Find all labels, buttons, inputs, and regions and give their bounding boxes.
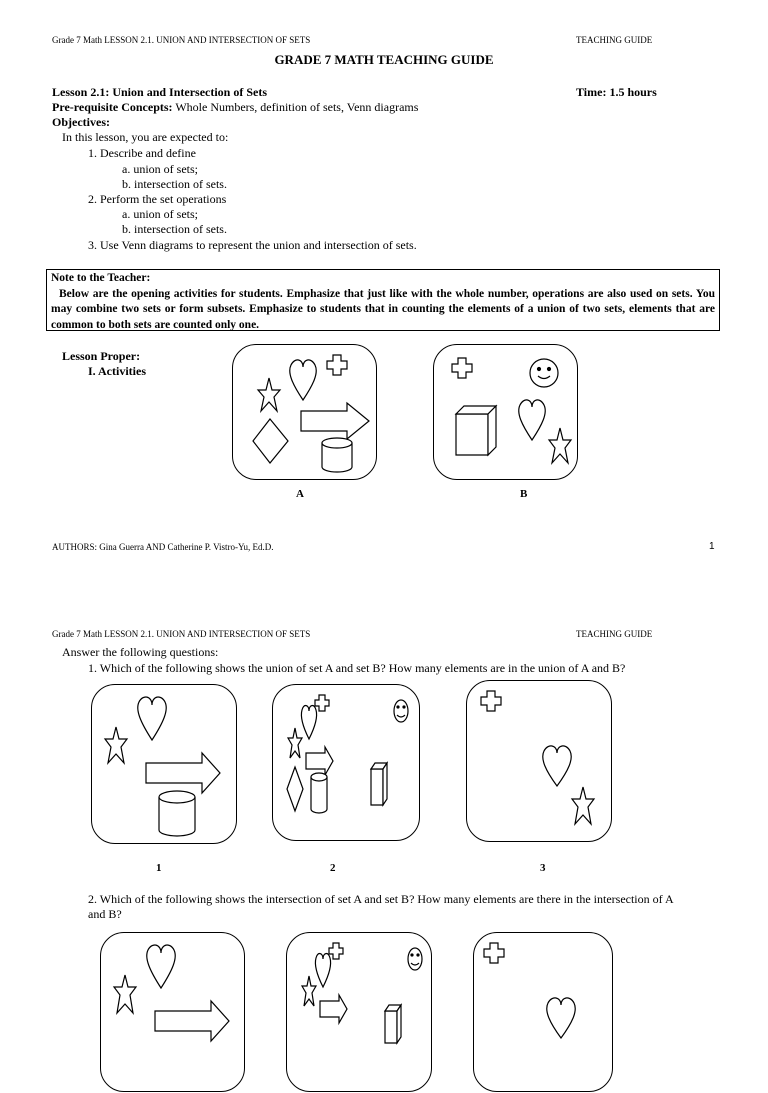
question-2-line-1: 2. Which of the following shows the intersection of set A and set B? How many elements are there in the intersection of A [88,892,674,906]
set-a-label: A [296,488,304,500]
star-icon [105,727,127,763]
note-body: Below are the opening activities for students. Emphasize that just like with the whole number, operations are also used on sets. You may combine two sets or form subsets. Emphasize to students that in counting the elements of a union of two sets, elements that are common to both sets are counted only one. [51,287,715,331]
cylinder-icon [159,791,195,836]
objective-1a: a. union of sets; [122,162,198,176]
prerequisite-line [52,100,418,115]
running-header-left: Grade 7 Math LESSON 2.1. UNION AND INTERSECTION OF SETS [52,35,311,45]
q1-choice-1-box [91,684,237,844]
star-icon [302,976,316,1006]
heart-icon [547,998,575,1038]
objective-1b: b. intersection of sets. [122,177,227,191]
running-header-right: TEACHING GUIDE [576,35,653,45]
note-title: Note to the Teacher: [51,272,151,284]
time-label: Time: 1.5 hours [576,85,657,99]
heart-icon [519,400,546,440]
q2-choice-2-box [286,932,432,1092]
set-b-label: B [520,488,528,500]
heart-icon [315,954,330,987]
prerequisite-text: Whole Numbers, definition of sets, Venn diagrams [172,100,419,114]
star-icon [549,428,571,463]
q1-choice-2-box [272,684,420,841]
star-icon [258,378,280,411]
objective-1: 1. Describe and define [88,146,196,160]
cube-icon [456,406,496,455]
cross-icon [327,355,347,375]
diamond-icon [253,419,288,463]
set-a-box [232,344,377,480]
cylinder-icon [322,438,352,472]
smiley-icon [394,700,408,722]
q2-choice-1-box [100,932,245,1092]
star-icon [114,975,136,1013]
q2-choice-3-box [473,932,613,1092]
arrow-icon [155,1001,229,1041]
cross-icon [452,358,472,378]
heart-icon [147,945,175,988]
arrow-icon [146,753,220,793]
set-b-box [433,344,578,480]
smiley-icon [530,359,558,387]
cross-icon [484,943,504,963]
cube-icon [385,1005,401,1043]
heart-icon [290,360,317,400]
cube-icon [371,763,387,805]
question-1: 1. Which of the following shows the union of set A and set B? How many elements are in the union of A and B? [88,661,626,675]
q1-choice-2-label: 2 [330,862,336,874]
prerequisite-label: Pre-requisite Concepts: [52,100,173,114]
activities-label: I. Activities [88,364,146,378]
lesson-label: Lesson 2.1: Union and Intersection of Sets [52,85,268,99]
cylinder-icon [311,773,327,813]
objectives-intro: In this lesson, you are expected to: [62,130,229,144]
heart-icon [301,706,316,739]
arrow-icon [320,995,347,1023]
q1-choice-3-box [466,680,612,842]
heart-icon [543,746,571,786]
running-header-left-page2: Grade 7 Math LESSON 2.1. UNION AND INTERSECTION OF SETS [52,629,311,639]
q1-choice-3-label: 3 [540,862,546,874]
question-2-line-2: and B? [88,907,122,921]
arrow-icon [306,747,333,775]
heart-icon [138,697,166,740]
objective-3: 3. Use Venn diagrams to represent the union and intersection of sets. [88,238,417,252]
page-number: 1 [709,541,715,552]
diamond-icon [287,767,303,811]
smiley-icon [408,948,422,970]
cross-icon [329,943,343,959]
q1-choice-1-label: 1 [156,862,162,874]
running-header-right-page2: TEACHING GUIDE [576,629,653,639]
objectives-label: Objectives: [52,115,110,129]
lesson-proper-label: Lesson Proper: [62,349,141,363]
page-title: GRADE 7 MATH TEACHING GUIDE [274,52,494,67]
footer-authors: AUTHORS: Gina Guerra AND Catherine P. Vistro-Yu, Ed.D. [52,542,274,552]
star-icon [288,728,302,758]
cross-icon [315,695,329,711]
objective-2a: a. union of sets; [122,207,198,221]
arrow-icon [301,403,369,439]
instructions: Answer the following questions: [62,645,219,659]
star-icon [572,787,594,824]
objective-2b: b. intersection of sets. [122,222,227,236]
objective-2: 2. Perform the set operations [88,192,227,206]
teacher-note-box [46,269,720,331]
cross-icon [481,691,501,711]
